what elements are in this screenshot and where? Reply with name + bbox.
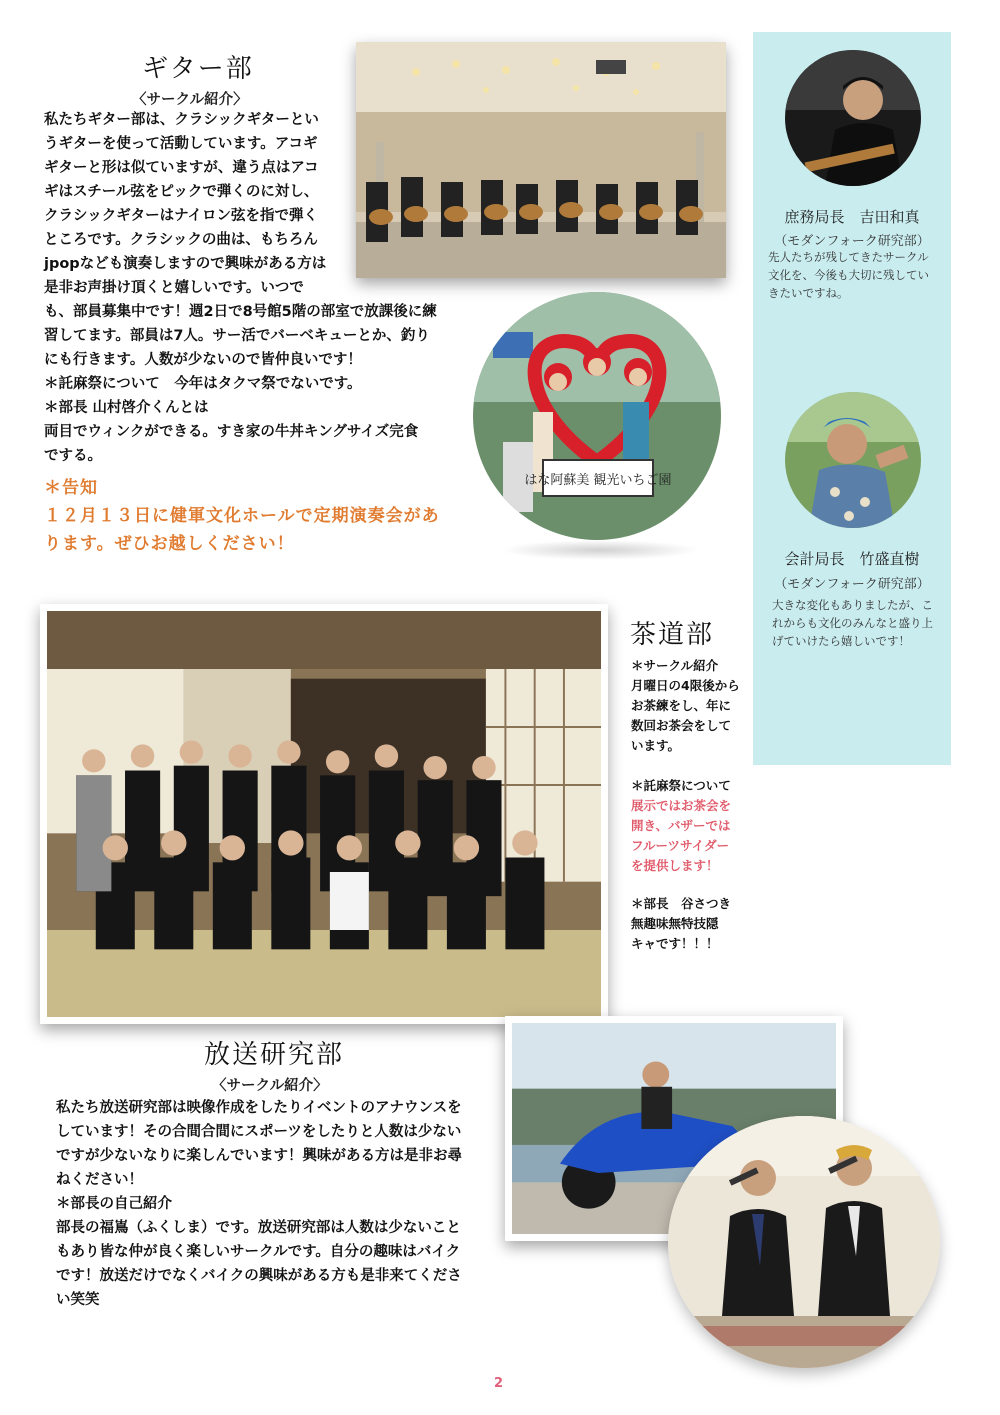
officer-photo-1 (785, 50, 921, 186)
tea-ceremony-group-photo (40, 604, 608, 1024)
officer-1-org: （モダンフォーク研究部） (774, 234, 930, 249)
sado-leader-line: ＊部長 谷さつき (631, 896, 732, 911)
hoso-line: もあり皆な仲が良く楽しいサークルです。自分の趣味はバイク (56, 1244, 461, 1260)
sado-intro-line: 月曜日の4限後から (631, 678, 740, 693)
sado-intro-line: います。 (631, 738, 681, 753)
hoso-line: ですが少ないなりに楽しんでいます！興味がある方は是非お尋 (56, 1148, 462, 1164)
guitar-line: 両目でウィンクができる。すき家の牛丼キングサイズ完食 (44, 424, 419, 440)
officer-2-message-line: げていけたら嬉しいです！ (772, 634, 910, 648)
officer-2-org: （モダンフォーク研究部） (774, 577, 930, 592)
sado-intro-line: お茶練をし、年に (631, 698, 732, 713)
officer-2-message-line: れからも文化のみんなと盛り上 (772, 616, 933, 630)
guitar-line: ところです。クラシックの曲は、もちろん (44, 232, 318, 248)
sado-festival-line: フルーツサイダー (631, 838, 730, 853)
sado-festival-line: 展示ではお茶会を (631, 798, 732, 813)
notice-line: １２月１３日に健軍文化ホールで定期演奏会があ (44, 506, 440, 526)
guitar-line: うギターを使って活動しています。アコギ (44, 136, 318, 152)
sado-festival-line: 開き、バザーでは (631, 818, 731, 833)
guitar-line: にも行きます。人数が少ないので皆仲良いです！ (44, 352, 362, 368)
guitar-notice (44, 474, 440, 558)
officer-1-message-line: 文化を、今後も大切に残してい (768, 268, 929, 282)
officer-2-message-line: 大きな変化もありましたが、こ (772, 598, 933, 612)
sado-festival-line: を提供します！ (631, 858, 719, 873)
hoso-line: 部長の福嶌（ふくしま）です。放送研究部は人数は少ないこと (56, 1220, 461, 1236)
guitar-performance-photo (356, 42, 726, 278)
sado-leader (631, 894, 731, 954)
hoso-line: ＊部長の自己紹介 (56, 1196, 172, 1212)
guitar-line: ギターと形は似ていますが、違う点はアコ (44, 160, 319, 176)
officer-photo-2 (785, 392, 921, 528)
hoso-line: い笑笑 (56, 1292, 100, 1308)
officer-1-message-line: 先人たちが残してきたサークル (768, 250, 929, 264)
guitar-line: クラシックギターはナイロン弦を指で弾く (44, 208, 319, 224)
guitar-line: 習してます。部員は7人。サー活でバーベキューとか、釣り (44, 328, 430, 344)
hoso-line: です！放送だけでなくバイクの興味がある方も是非来てくださ (56, 1268, 462, 1284)
guitar-line: ＊部長 山村啓介くんとは (44, 400, 209, 416)
guitar-line: jpopなども演奏しますので興味がある方は (44, 256, 327, 272)
sado-festival (631, 776, 731, 876)
guitar-line: 私たちギター部は、クラシックギターとい (44, 112, 319, 128)
guitar-line: ギはスチール弦をピックで弾くのに対し、 (44, 184, 319, 200)
sado-leader-line: 無趣味無特技隠 (631, 916, 719, 931)
announcers-photo (668, 1116, 940, 1368)
sado-title: 茶道部 (630, 620, 715, 650)
guitar-line: 是非お声掛け頂くと嬉しいです。いつで (44, 280, 304, 296)
notice-line: ＊告知 (44, 478, 98, 498)
hoso-line: ねください！ (56, 1172, 143, 1188)
guitar-subtitle: 〈サークル紹介〉 (132, 92, 248, 108)
sado-intro-line: ＊サークル紹介 (631, 658, 719, 673)
hoso-line: 私たち放送研究部は映像作成をしたりイベントのアナウンスを (56, 1100, 462, 1116)
sado-leader-line: キャです！！！ (631, 936, 719, 951)
officer-1-message (768, 248, 929, 302)
notice-line: ります。ぜひお越しください！ (44, 534, 295, 554)
page-number: 2 (494, 1376, 504, 1391)
sado-festival-label: ＊託麻祭について (631, 778, 731, 793)
officer-1-name: 庶務局長 吉田和真 (784, 208, 920, 226)
strawberry-farm-photo (473, 292, 721, 540)
officer-2-message (772, 596, 933, 650)
guitar-line: ＊託麻祭について 今年はタクマ祭でないです。 (44, 376, 362, 392)
guitar-line: でする。 (44, 448, 102, 464)
guitar-title: ギター部 (142, 54, 254, 84)
strawberry-sign-text: はな阿蘇美 観光いちご園 (524, 473, 672, 488)
strawberry-shadow (500, 540, 700, 560)
sado-intro-line: 数回お茶会をして (631, 718, 732, 733)
hoso-title: 放送研究部 (204, 1040, 345, 1070)
hoso-subtitle: 〈サークル紹介〉 (212, 1078, 328, 1094)
guitar-line: も、部員募集中です！週2日で8号館5階の部室で放課後に練 (44, 304, 437, 320)
officer-2-name: 会計局長 竹盛直樹 (784, 550, 920, 568)
hoso-line: しています！その合間合間にスポーツをしたりと人数は少ない (56, 1124, 462, 1140)
officer-1-message-line: きたいですね。 (768, 286, 849, 300)
sado-intro (631, 656, 740, 756)
hoso-body (56, 1096, 462, 1312)
